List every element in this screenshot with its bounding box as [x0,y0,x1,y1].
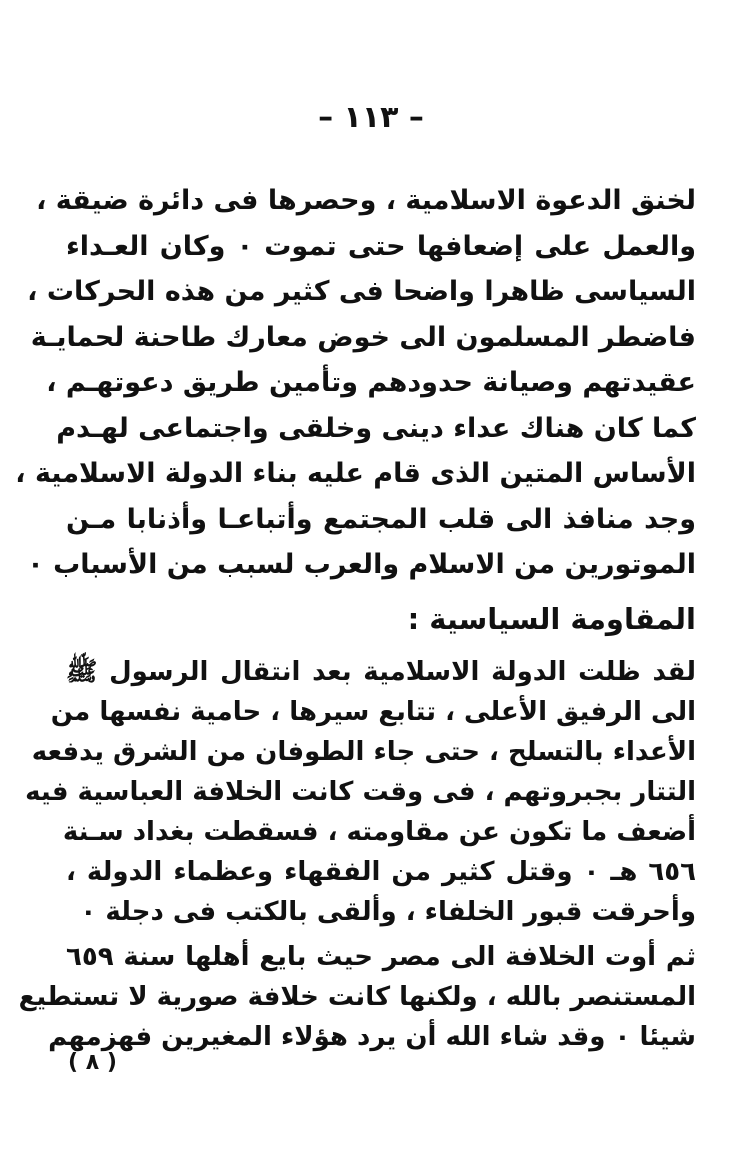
paragraph-line: السياسى ظاهرا واضحا فى كثير من هذه الحركات ، [27,276,696,307]
paragraph-line: شيئا ٠ وقد شاء الله أن يرد هؤلاء المغيرين فهزمهم [48,1022,696,1052]
paragraph-line: الأعداء بالتسلح ، حتى جاء الطوفان من الشرق يدفعه [31,737,696,767]
paragraph-line: الموتورين من الاسلام والعرب لسبب من الأسباب ٠ [27,549,696,580]
paragraph-line: الأساس المتين الذى قام عليه بناء الدولة الاسلامية ، [15,458,696,489]
paragraph-line: لقد ظلت الدولة الاسلامية بعد انتقال الرسول ﷺ [66,657,696,687]
paragraph-line: الى الرفيق الأعلى ، تتابع سيرها ، حامية نفسها من [50,697,696,727]
paragraph-line: عقيدتهم وصيانة حدودهم وتأمين طريق دعوتهـم ، [46,367,696,398]
paragraph-line: لخنق الدعوة الاسلامية ، وحصرها فى دائرة ضيقة ، [36,185,696,216]
paragraph-line: ٦٥٦ هـ ٠ وقتل كثير من الفقهاء وعظماء الدولة ، [66,857,696,887]
paragraph-line: أضعف ما تكون عن مقاومته ، فسقطت بغداد سـنة [62,817,696,847]
paragraph-1 [15,178,697,588]
paragraph-line: فاضطر المسلمون الى خوض معارك طاحنة لحمايـة [30,321,696,353]
page-number: – ١١٣ – [318,100,424,135]
paragraph-line: ثم أوت الخلافة الى مصر حيث بايع أهلها سنة ٦٥٩ [66,942,696,972]
paragraph-3 [18,937,696,1057]
signature-mark: ( ٨ ) [68,1050,117,1075]
paragraph-line: المستنصر بالله ، ولكنها كانت خلافة صورية لا تستطيع [18,982,696,1012]
paragraph-line: التتار بجبروتهم ، فى وقت كانت الخلافة العباسية فيه [25,777,696,807]
section-heading: المقاومة السياسية : [407,602,696,636]
paragraph-line: كما كان هناك عداء دينى وخلقى واجتماعى لهـدم [56,412,696,444]
paragraph-2 [25,652,696,932]
paragraph-line: والعمل على إضعافها حتى تموت ٠ وكان العـداء [66,230,697,262]
paragraph-line: وجد منافذ الى قلب المجتمع وأتباعـا وأذنابا مـن [66,503,696,535]
paragraph-line: وأحرقت قبور الخلفاء ، وألقى بالكتب فى دجلة ٠ [80,897,696,927]
